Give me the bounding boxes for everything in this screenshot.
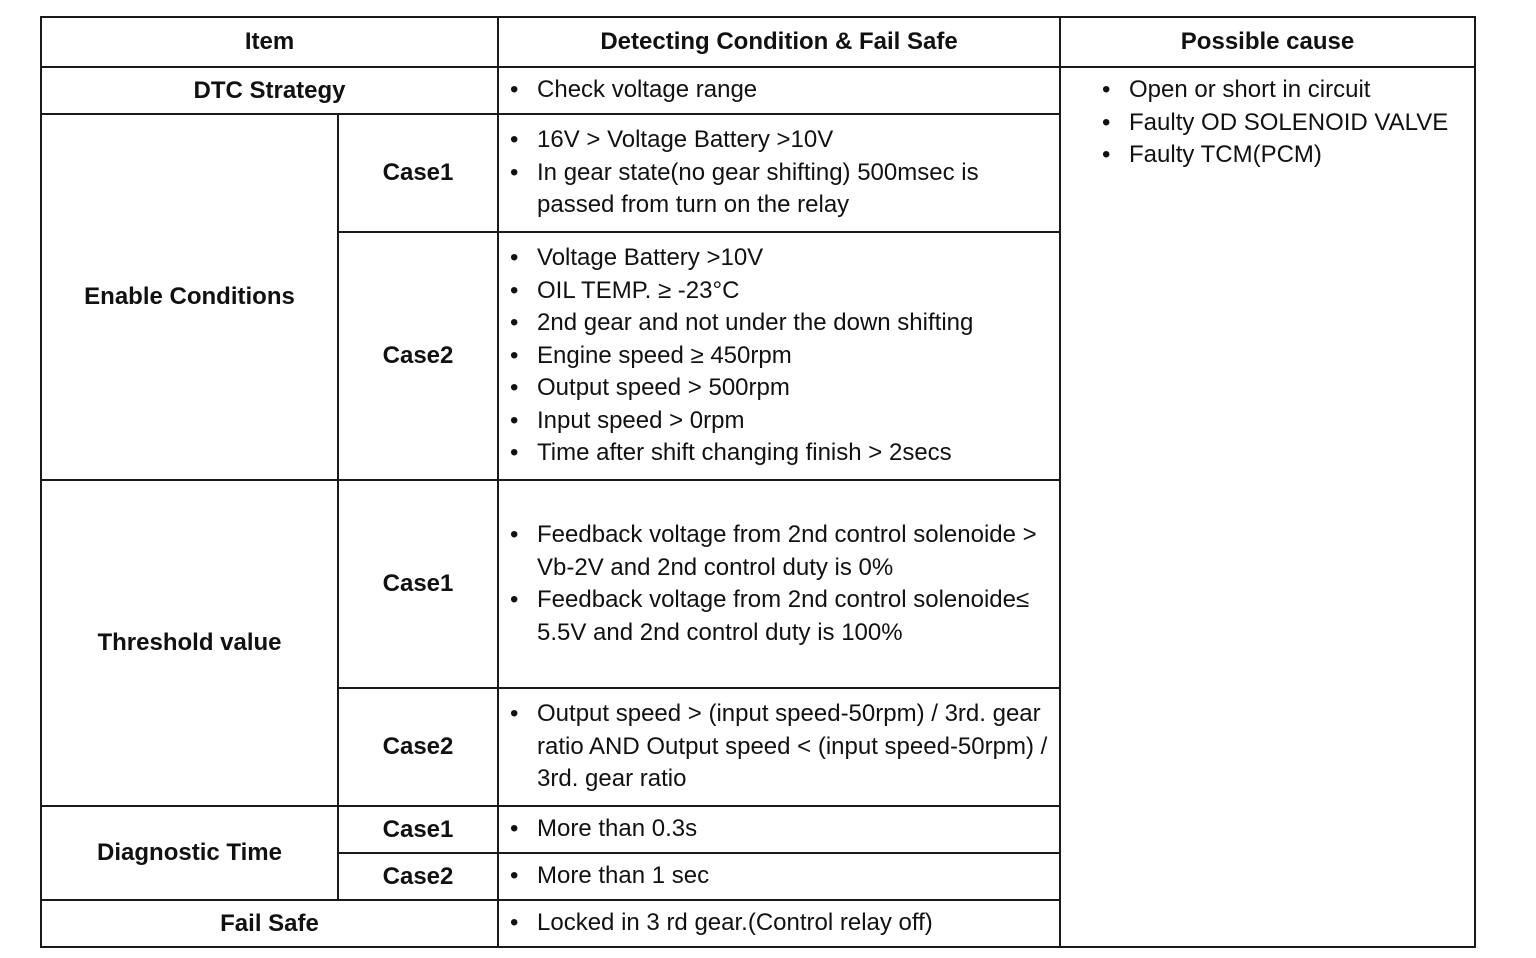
- threshold-case2-list: [499, 698, 1059, 796]
- fail-safe-list: [499, 907, 1059, 940]
- threshold-case1-list: [499, 519, 1059, 649]
- dtc-table: [40, 16, 1476, 948]
- diagnostic-case2-label: Case2: [338, 853, 498, 900]
- list-item: • Faulty TCM(PCM): [1129, 139, 1464, 172]
- list-item: • Locked in 3 rd gear.(Control relay off): [537, 907, 1049, 940]
- enable-case2-cell: [498, 232, 1060, 480]
- header-row: [41, 17, 1475, 67]
- header-cause: Possible cause: [1060, 17, 1475, 67]
- dtc-strategy-list: [499, 74, 1059, 107]
- diagnostic-case1-list: [499, 813, 1059, 846]
- header-condition: Detecting Condition & Fail Safe: [498, 17, 1060, 67]
- threshold-case1-label: Case1: [338, 480, 498, 688]
- fail-safe-label: Fail Safe: [41, 900, 498, 947]
- diagnostic-case2-list: [499, 860, 1059, 893]
- list-item: • Output speed > (input speed-50rpm) / 3rd. gear ratio AND Output speed < (input speed-50rpm) / 3rd. gear ratio: [537, 698, 1049, 796]
- list-item: • Engine speed ≥ 450rpm: [537, 340, 1049, 373]
- list-item: • More than 0.3s: [537, 813, 1049, 846]
- dtc-strategy-label: DTC Strategy: [41, 67, 498, 114]
- diagnostic-time-label: Diagnostic Time: [41, 806, 338, 900]
- enable-conditions-label: Enable Conditions: [41, 114, 338, 480]
- enable-case1-label: Case1: [338, 114, 498, 232]
- diagnostic-case1-label: Case1: [338, 806, 498, 853]
- enable-case1-cell: [498, 114, 1060, 232]
- diagnostic-case2-cell: [498, 853, 1060, 900]
- list-item: • Input speed > 0rpm: [537, 405, 1049, 438]
- enable-case2-list: [499, 242, 1059, 470]
- header-item: Item: [41, 17, 498, 67]
- list-item: • Voltage Battery >10V: [537, 242, 1049, 275]
- diagnostic-case1-cell: [498, 806, 1060, 853]
- fail-safe-cell: [498, 900, 1060, 947]
- list-item: • OIL TEMP. ≥ -23°C: [537, 275, 1049, 308]
- dtc-strategy-cell: [498, 67, 1060, 114]
- enable-case2-label: Case2: [338, 232, 498, 480]
- row-dtc-strategy: [41, 67, 1475, 114]
- list-item: • 2nd gear and not under the down shifting: [537, 307, 1049, 340]
- list-item: • Faulty OD SOLENOID VALVE: [1129, 107, 1464, 140]
- possible-cause-cell: [1060, 67, 1475, 947]
- list-item: • Open or short in circuit: [1129, 74, 1464, 107]
- possible-cause-list: [1061, 68, 1474, 172]
- list-item: • More than 1 sec: [537, 860, 1049, 893]
- threshold-case1-cell: [498, 480, 1060, 688]
- list-item: • Check voltage range: [537, 74, 1049, 107]
- threshold-value-label: Threshold value: [41, 480, 338, 806]
- list-item: • Feedback voltage from 2nd control solenoide > Vb-2V and 2nd control duty is 0%: [537, 519, 1049, 584]
- list-item: • Time after shift changing finish > 2secs: [537, 437, 1049, 470]
- list-item: • Feedback voltage from 2nd control solenoide≤ 5.5V and 2nd control duty is 100%: [537, 584, 1049, 649]
- list-item: • In gear state(no gear shifting) 500msec is passed from turn on the relay: [537, 157, 1049, 222]
- list-item: • 16V > Voltage Battery >10V: [537, 124, 1049, 157]
- list-item: • Output speed > 500rpm: [537, 372, 1049, 405]
- threshold-case2-cell: [498, 688, 1060, 806]
- threshold-case2-label: Case2: [338, 688, 498, 806]
- enable-case1-list: [499, 124, 1059, 222]
